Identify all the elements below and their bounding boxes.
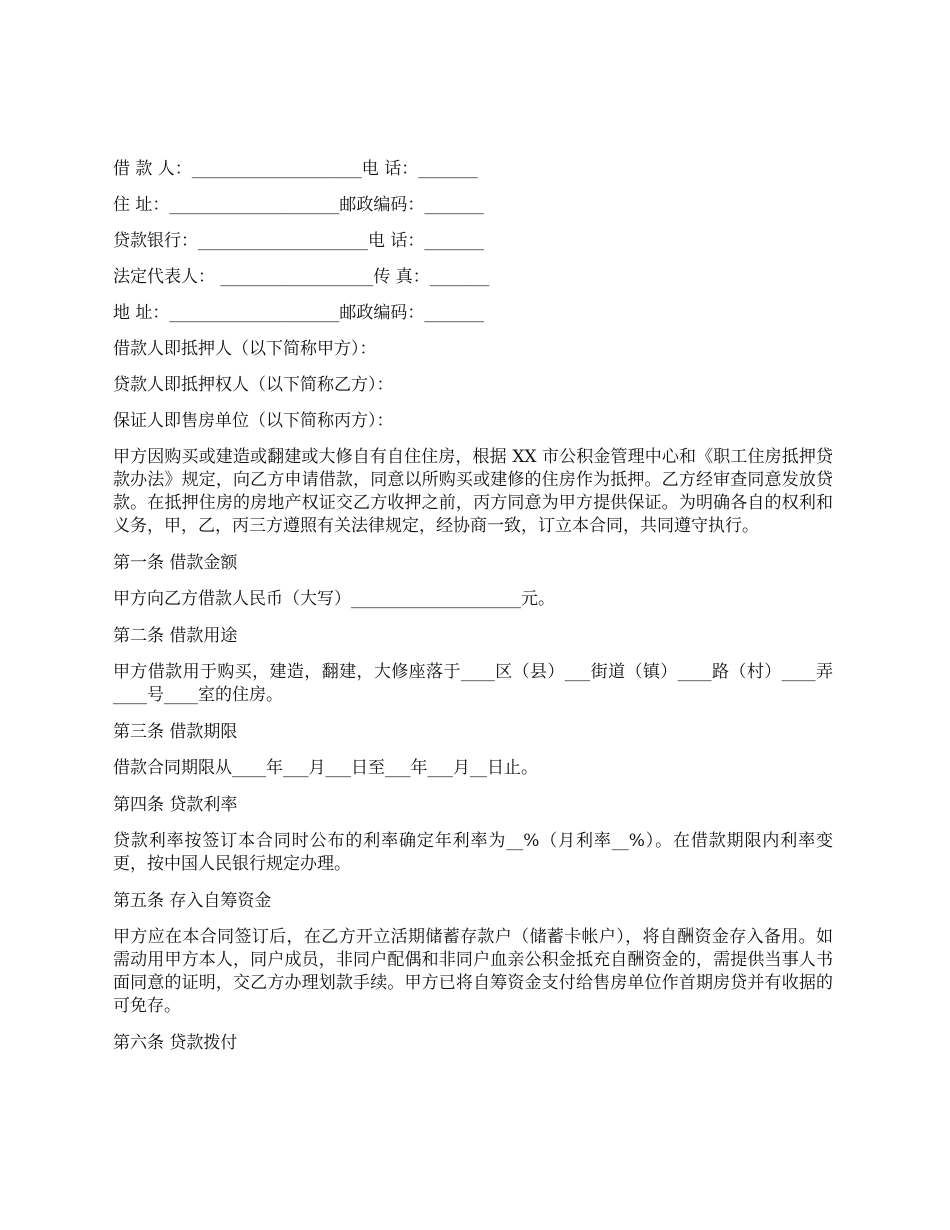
article-3-title: 第三条 借款期限 xyxy=(113,722,238,742)
party-a-line: 借款人即抵押人（以下简称甲方）： xyxy=(113,339,377,359)
article-4-body: 贷款利率按签订本合同时公布的利率确定年利率为__%（月利率__%）。在借款期限内利率变更，按中国人民银行规定办理。 xyxy=(113,831,833,874)
borrower-line: 借 款 人：____________________电 话：_______ xyxy=(113,159,478,179)
article-5-body: 甲方应在本合同签订后，在乙方开立活期储蓄存款户（储蓄卡帐户），将自酬资金存入备用。如需动用甲方本人，同户成员，非同户配偶和非同户血亲公积金抵充自酬资金的，需提供当事人书面同意的证明，交乙方办理划款手续。甲方已将自筹资金支付给售房单位作首期房贷并有收据的可免存。 xyxy=(113,927,833,1016)
bank-line: 贷款银行：____________________电 话：_______ xyxy=(113,231,484,251)
article-2-body: 甲方借款用于购买，建造，翻建，大修座落于____区（县）___街道（镇）____路（村）____弄____号____室的住房。 xyxy=(113,662,833,705)
article-5-title: 第五条 存入自筹资金 xyxy=(113,891,272,911)
party-c-line: 保证人即售房单位（以下简称丙方）： xyxy=(113,411,394,431)
article-3-body: 借款合同期限从____年___月___日至___年___月__日止。 xyxy=(113,758,538,778)
address-line-2: 地 址：____________________邮政编码：_______ xyxy=(113,303,484,323)
article-1-body: 甲方向乙方借款人民币（大写）____________________元。 xyxy=(113,589,555,609)
intro-paragraph: 甲方因购买或建造或翻建或大修自有自住住房，根据 XX 市公积金管理中心和《职工住房抵押贷款办法》规定，向乙方申请借款，同意以所购买或建修的住房作为抵押。乙方经审查同意发放贷款。在抵押住房的房地产权证交乙方收押之前，丙方同意为甲方提供保证。为明确各自的权利和义务，甲，乙，丙三方遵照有关法律规定，经协商一致，订立本合同，共同遵守执行。 xyxy=(113,447,833,536)
article-4-title: 第四条 贷款利率 xyxy=(113,795,238,815)
article-1-title: 第一条 借款金额 xyxy=(113,553,238,573)
article-2-title: 第二条 借款用途 xyxy=(113,626,238,646)
party-b-line: 贷款人即抵押权人（以下简称乙方）： xyxy=(113,375,394,395)
legal-rep-line: 法定代表人： __________________传 真：_______ xyxy=(113,267,490,287)
article-6-title: 第六条 贷款拨付 xyxy=(113,1033,238,1053)
document-page xyxy=(113,158,833,1068)
address-line-1: 住 址：____________________邮政编码：_______ xyxy=(113,195,484,215)
